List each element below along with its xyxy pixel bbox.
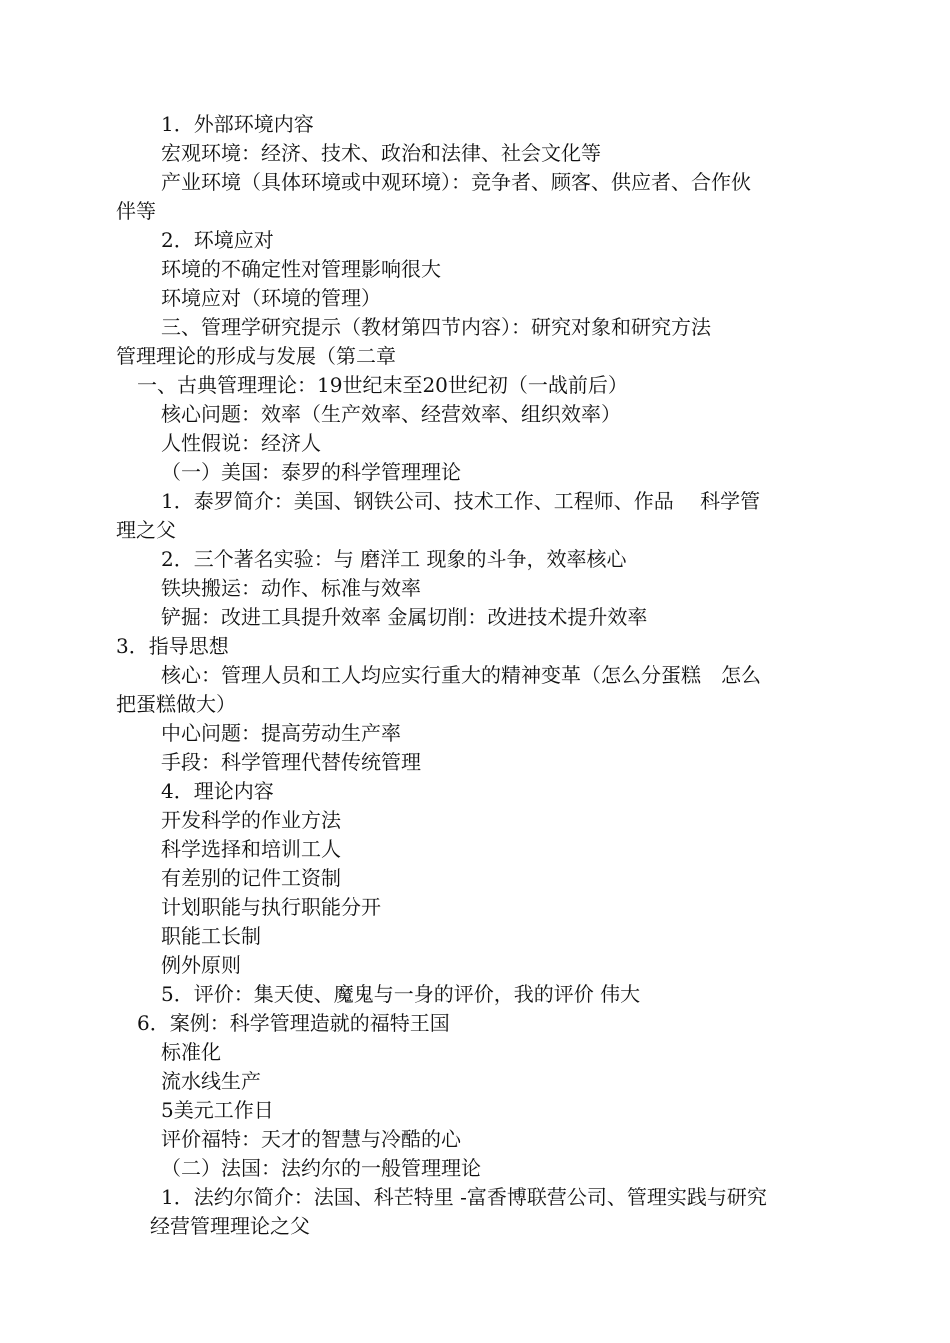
text-line: 评价福特：天才的智慧与冷酷的心 [161,1127,461,1151]
text-line: 流水线生产 [161,1069,261,1093]
text-line: 例外原则 [161,953,241,977]
text-line: 5美元工作日 [161,1098,274,1122]
text-line: 人性假说：经济人 [161,431,321,455]
text-line: 1．外部环境内容 [161,112,314,136]
text-line: 手段：科学管理代替传统管理 [161,750,421,774]
text-line: 铲掘：改进工具提升效率 金属切削：改进技术提升效率 [161,605,648,629]
text-line: 计划职能与执行职能分开 [161,895,381,919]
text-line: 3．指导思想 [116,634,229,658]
text-line: 一、古典管理理论：19世纪末至20世纪初（一战前后） [137,373,628,397]
text-line: 职能工长制 [161,924,261,948]
text-line: （一）美国：泰罗的科学管理理论 [161,460,461,484]
text-line: 标准化 [161,1040,221,1064]
text-line: 核心：管理人员和工人均应实行重大的精神变革（怎么分蛋糕 怎么 [161,663,761,687]
text-line: 宏观环境：经济、技术、政治和法律、社会文化等 [161,141,601,165]
text-line: 三、管理学研究提示（教材第四节内容）：研究对象和研究方法 [161,315,711,339]
text-line: 铁块搬运：动作、标准与效率 [161,576,421,600]
text-line: 产业环境（具体环境或中观环境）：竞争者、顾客、供应者、合作伙 [161,170,751,194]
text-line: 把蛋糕做大） [116,692,236,716]
text-line: 核心问题：效率（生产效率、经营效率、组织效率） [161,402,621,426]
text-line: （二）法国：法约尔的一般管理理论 [161,1156,481,1180]
text-line: 中心问题：提高劳动生产率 [161,721,401,745]
text-line: 科学选择和培训工人 [161,837,341,861]
text-line: 1．法约尔简介：法国、科芒特里 -富香博联营公司、管理实践与研究 [161,1185,767,1209]
text-line: 4．理论内容 [161,779,274,803]
text-line: 5．评价：集天使、魔鬼与一身的评价，我的评价 伟大 [161,982,641,1006]
text-line: 环境应对（环境的管理） [161,286,381,310]
text-line: 有差别的记件工资制 [161,866,341,890]
text-line: 6．案例：科学管理造就的福特王国 [137,1011,450,1035]
text-line: 理之父 [116,518,176,542]
text-line: 伴等 [116,199,156,223]
text-line: 开发科学的作业方法 [161,808,341,832]
text-line: 1．泰罗简介：美国、钢铁公司、技术工作、工程师、作品 科学管 [161,489,761,513]
text-line: 2．三个著名实验：与 磨洋工 现象的斗争，效率核心 [161,547,627,571]
text-line: 经营管理理论之父 [150,1214,310,1238]
text-line: 管理理论的形成与发展（第二章 [116,344,396,368]
text-line: 环境的不确定性对管理影响很大 [161,257,441,281]
text-line: 2．环境应对 [161,228,274,252]
